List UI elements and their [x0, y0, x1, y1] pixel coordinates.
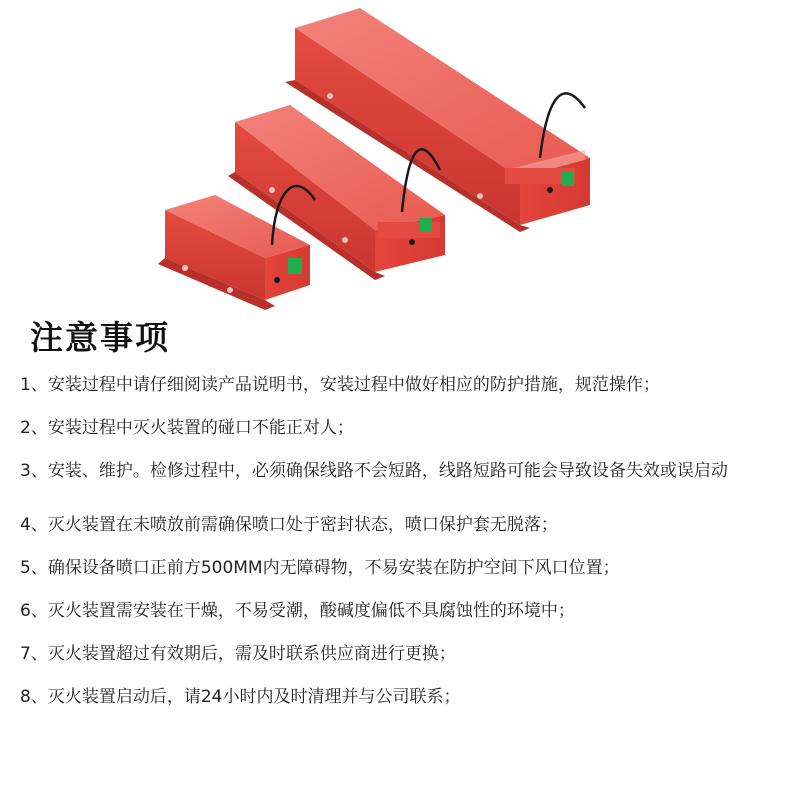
notes-list — [20, 374, 790, 708]
note-item-6: 6、灭火装置需安装在干燥，不易受潮，酸碱度偏低不具腐蚀性的环境中； — [20, 601, 575, 621]
note-item-1: 1、安装过程中请仔细阅读产品说明书，安装过程中做好相应的防护措施，规范操作； — [20, 375, 660, 395]
note-item-7: 7、灭火装置超过有效期后，需及时联系供应商进行更换； — [20, 644, 456, 664]
note-item-2: 2、安装过程中灭火装置的碰口不能正对人； — [20, 418, 354, 438]
note-item-4: 4、灭火装置在未喷放前需确保喷口处于密封状态，喷口保护套无脱落； — [20, 515, 558, 535]
section-title: 注意事项 — [30, 318, 170, 357]
note-item-8: 8、灭火装置启动后，请24小时内及时清理并与公司联系； — [20, 687, 461, 707]
note-item-3: 3、安装、维护。检修过程中，必须确保线路不会短路，线路短路可能会导致设备失效或误启动 — [20, 461, 728, 481]
product-image — [0, 0, 800, 320]
note-item-5: 5、确保设备喷口正前方500MM内无障碍物，不易安装在防护空间下风口位置； — [20, 558, 620, 578]
